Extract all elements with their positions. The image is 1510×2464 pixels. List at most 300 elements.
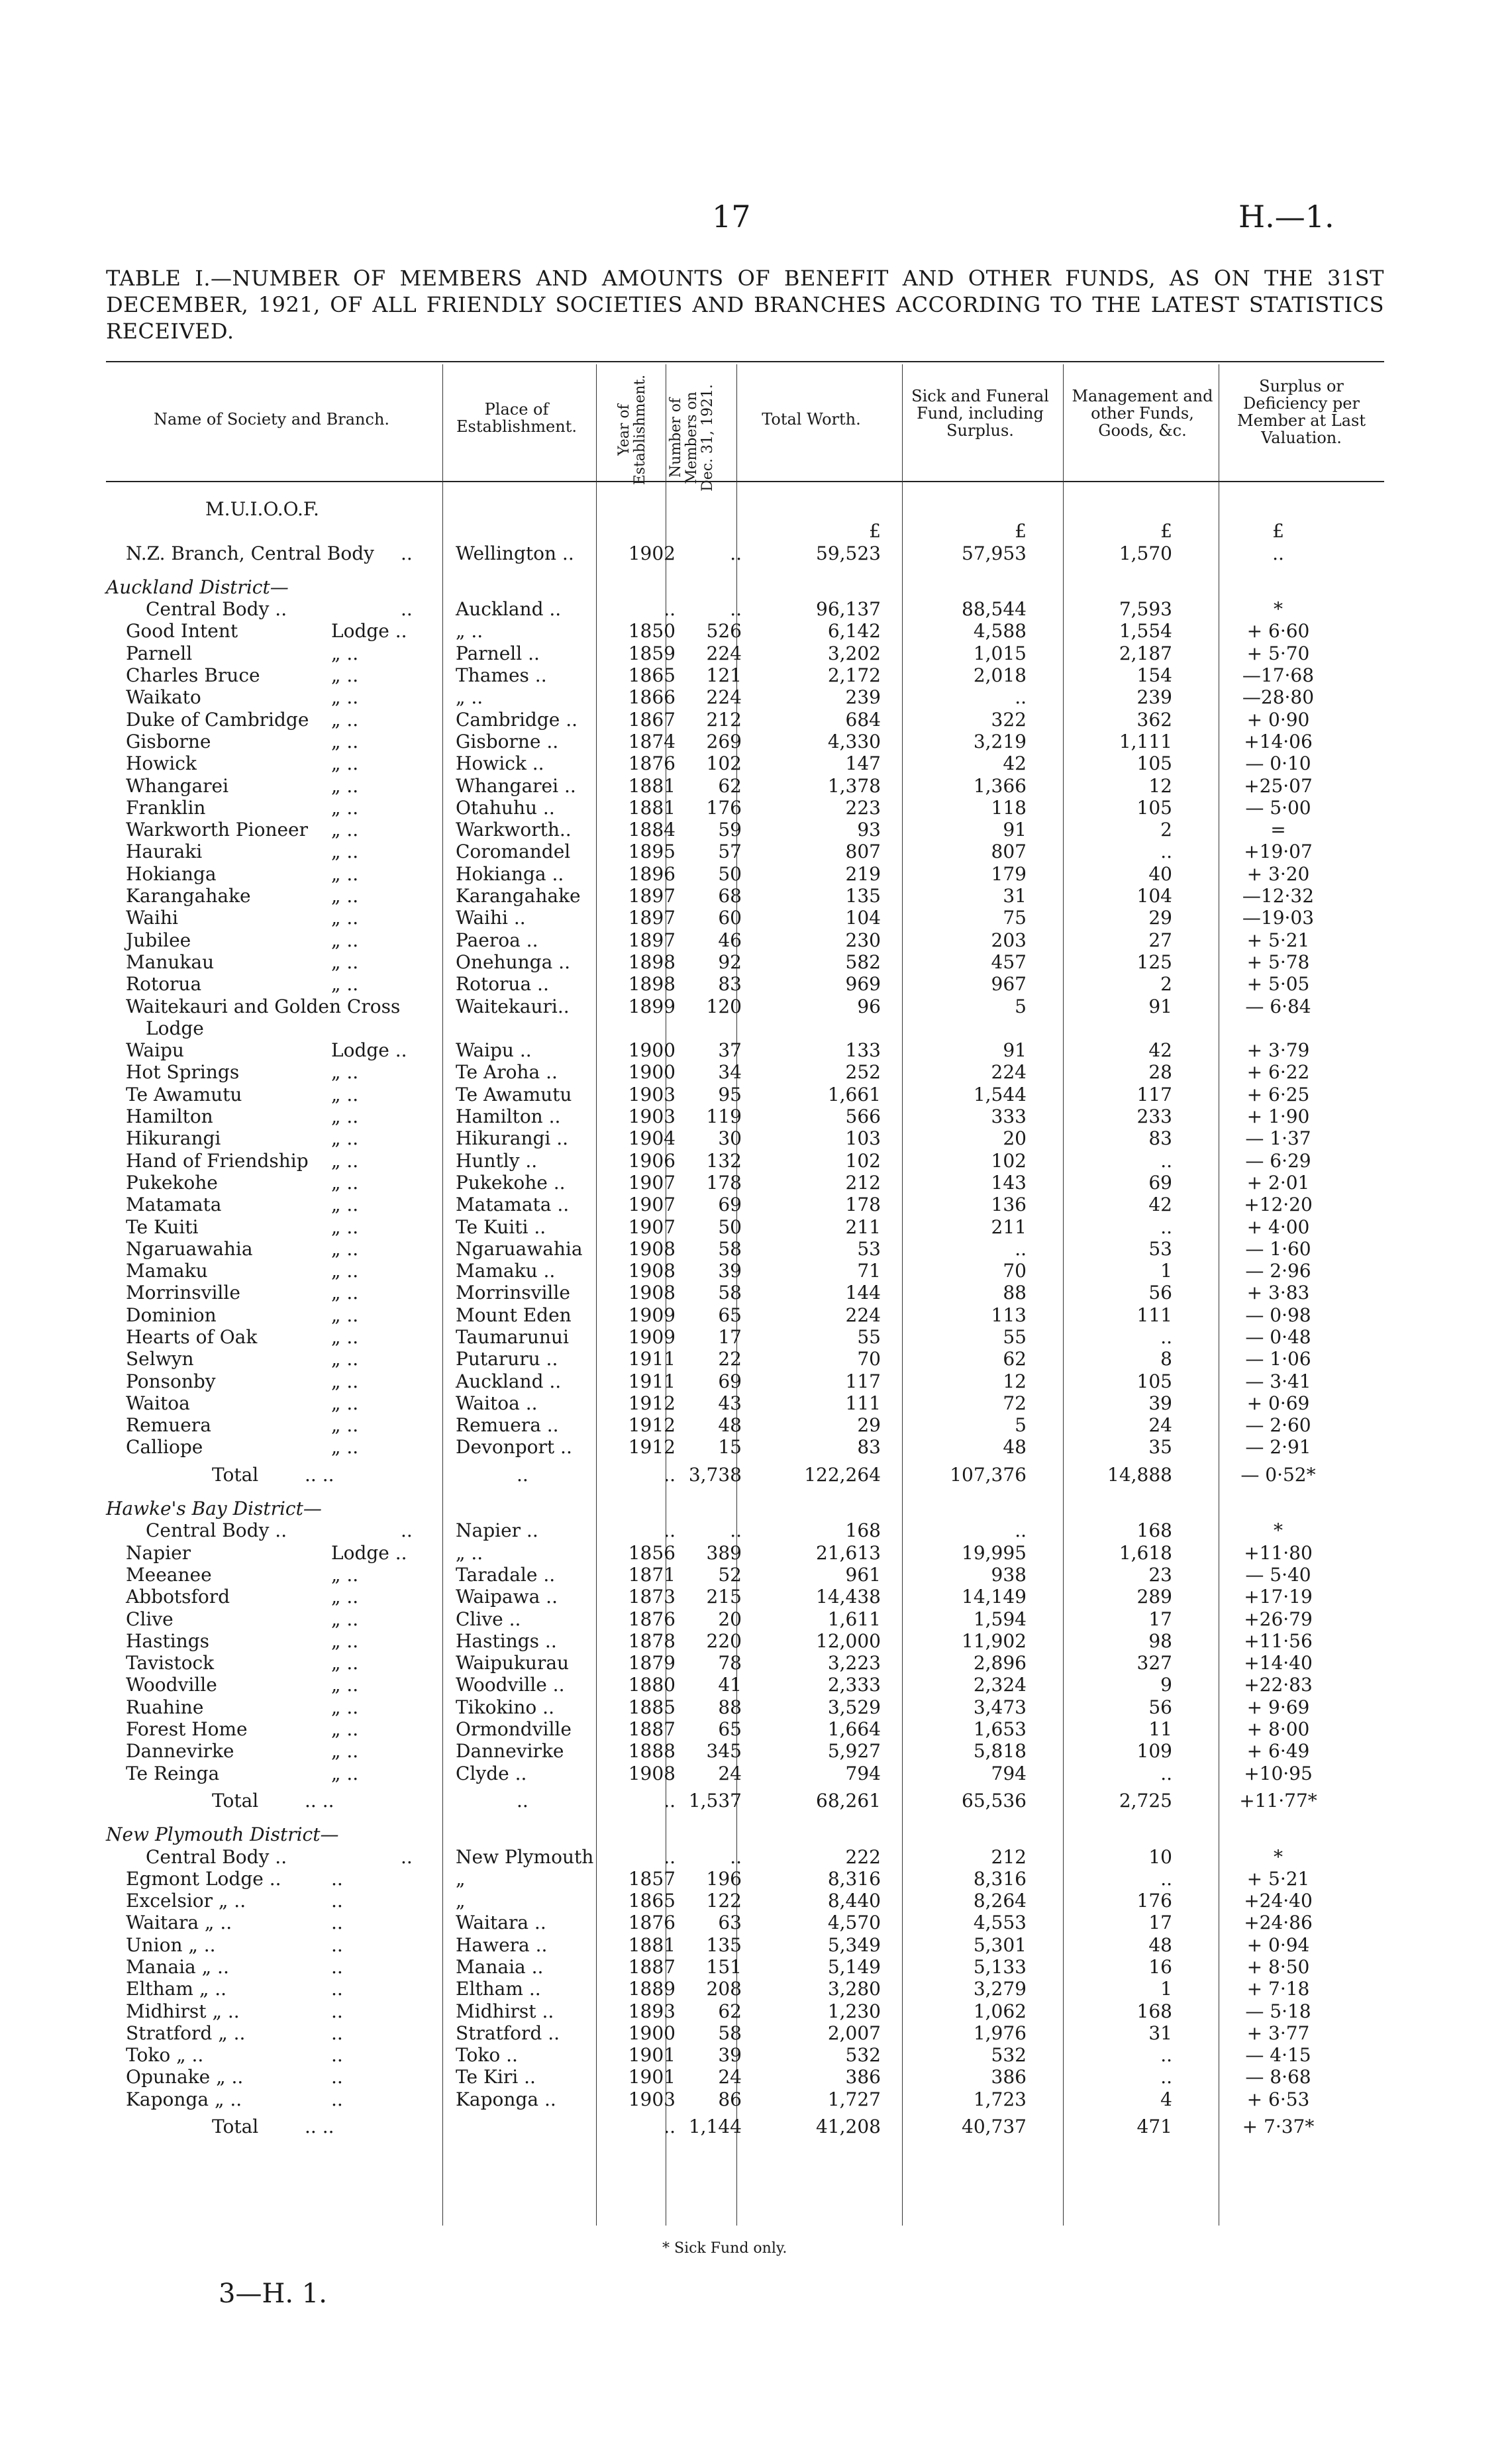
lodge-cell: „ ..	[331, 1414, 359, 1437]
place-cell: Karangahake	[456, 885, 581, 907]
sick-fund-cell: 5	[1015, 995, 1027, 1017]
year-cell: 1885	[628, 1696, 676, 1718]
year-cell: 1900	[628, 1039, 676, 1062]
sick-fund-cell: 55	[1003, 1325, 1027, 1348]
table-row	[106, 1326, 1384, 1348]
name-cell: Forest Home	[126, 1718, 248, 1741]
year-cell: 1904	[628, 1127, 676, 1150]
sick-fund-cell: 3,219	[973, 730, 1027, 752]
table-row	[106, 1934, 1384, 1956]
total-worth-cell: £	[869, 520, 881, 542]
place-cell: Toko ..	[456, 2044, 518, 2067]
members-cell: 15	[718, 1436, 742, 1459]
surplus-cell: + 5·70	[1246, 642, 1310, 664]
name-cell: Parnell	[126, 642, 193, 664]
table-row	[106, 1763, 1384, 1784]
table-row	[106, 1127, 1384, 1149]
members-cell: 212	[706, 708, 742, 731]
place-cell: Mount Eden	[456, 1304, 572, 1326]
name-cell: Waitekauri and Golden Cross	[126, 995, 401, 1017]
name-cell: Whangarei	[126, 774, 229, 797]
members-cell: 30	[718, 1127, 742, 1150]
sick-fund-cell: 143	[991, 1171, 1027, 1194]
year-cell: 1850	[628, 620, 676, 642]
name-cell: Toko „ ..	[126, 2044, 204, 2067]
lodge-cell: „ ..	[331, 1325, 359, 1348]
total-worth-cell: 3,529	[827, 1696, 881, 1718]
members-cell: 78	[718, 1652, 742, 1674]
members-cell: 1,144	[688, 2116, 742, 2138]
place-cell: Waipawa ..	[456, 1586, 558, 1608]
year-cell: 1867	[628, 708, 676, 731]
table-row	[106, 1304, 1384, 1326]
table-row	[106, 1696, 1384, 1718]
sick-fund-cell: ..	[1015, 1237, 1027, 1260]
total-worth-cell: 532	[845, 2044, 881, 2067]
name-cell: Hearts of Oak	[126, 1325, 258, 1348]
table-row	[106, 1084, 1384, 1105]
name-cell: Hamilton	[126, 1105, 213, 1128]
place-cell: Napier ..	[456, 1519, 538, 1542]
table-row	[106, 1542, 1384, 1564]
total-row	[106, 1790, 1384, 1812]
year-cell: ..	[664, 1463, 676, 1486]
members-cell: 17	[718, 1325, 742, 1348]
members-cell: 196	[706, 1867, 742, 1890]
surplus-cell: — 5·00	[1245, 796, 1311, 819]
surplus-cell: +24·40	[1244, 1890, 1313, 1912]
sick-fund-cell: 113	[991, 1304, 1027, 1326]
lodge-cell: „ ..	[331, 642, 359, 664]
total-worth-cell: 93	[857, 819, 881, 841]
surplus-cell: — 5·40	[1245, 1563, 1311, 1586]
name-cell: Franklin	[126, 796, 206, 819]
management-cell: ..	[1160, 1325, 1172, 1348]
lodge-cell: „ ..	[331, 973, 359, 996]
name-cell: Ruahine	[126, 1696, 204, 1718]
members-cell: 50	[718, 1215, 742, 1238]
table-row	[106, 951, 1384, 973]
management-cell: 1,111	[1119, 730, 1172, 752]
year-cell: 1911	[628, 1348, 676, 1370]
sick-fund-cell: 1,544	[973, 1083, 1027, 1105]
place-cell: Waihi ..	[456, 907, 526, 929]
management-cell: 83	[1148, 1127, 1172, 1150]
place-cell: Te Kuiti ..	[456, 1215, 546, 1238]
members-cell: 208	[706, 1978, 742, 2000]
table-row	[106, 620, 1384, 642]
leader-dots: ..	[401, 1845, 413, 1868]
name-cell: Meeanee	[126, 1563, 212, 1586]
total-worth-cell: 212	[845, 1171, 881, 1194]
place-cell: Te Awamutu	[456, 1083, 572, 1105]
management-cell: 1,618	[1119, 1541, 1172, 1564]
sick-fund-cell: 203	[991, 929, 1027, 951]
management-cell: 10	[1148, 1845, 1172, 1868]
table-row	[106, 1392, 1384, 1414]
place-cell: Auckland ..	[456, 598, 562, 621]
name-cell: Egmont Lodge ..	[126, 1867, 281, 1890]
management-cell: 27	[1148, 929, 1172, 951]
year-cell: ..	[664, 598, 676, 621]
sick-fund-cell: 11,902	[962, 1629, 1027, 1652]
management-cell: 4	[1160, 2088, 1172, 2110]
surplus-cell: + 3·79	[1246, 1039, 1310, 1062]
surplus-cell: +11·80	[1244, 1541, 1313, 1564]
total-worth-cell: 5,927	[827, 1740, 881, 1763]
lodge-cell: ..	[331, 2088, 343, 2110]
table-row	[106, 664, 1384, 686]
total-worth-cell: 2,007	[827, 2022, 881, 2044]
management-cell: ..	[1160, 2066, 1172, 2088]
surplus-cell: +25·07	[1244, 774, 1313, 797]
sick-fund-cell: 4,588	[973, 620, 1027, 642]
name-cell: Hot Springs	[126, 1061, 240, 1084]
members-cell: 389	[706, 1541, 742, 1564]
total-worth-cell: 230	[845, 929, 881, 951]
total-worth-cell: 14,438	[816, 1586, 881, 1608]
surplus-cell: — 0·10	[1245, 752, 1311, 775]
sick-fund-cell: 532	[991, 2044, 1027, 2067]
district-heading	[106, 1823, 1384, 1845]
total-worth-cell: 122,264	[804, 1463, 881, 1486]
page-number: 17	[712, 199, 751, 234]
management-cell: 98	[1148, 1629, 1172, 1652]
table-row	[106, 598, 1384, 620]
lodge-cell: ..	[331, 1978, 343, 2000]
sick-fund-cell: 212	[991, 1845, 1027, 1868]
leader-dots: .. ..	[305, 1463, 334, 1486]
place-cell: Dannevirke	[456, 1740, 564, 1763]
name-cell: Dominion	[126, 1304, 217, 1326]
members-cell: 215	[706, 1586, 742, 1608]
surplus-cell: — 5·18	[1245, 2000, 1311, 2022]
total-worth-cell: 53	[857, 1237, 881, 1260]
lodge-cell: „ ..	[331, 1563, 359, 1586]
place-cell: Eltham ..	[456, 1978, 541, 2000]
surplus-cell: + 1·90	[1246, 1105, 1310, 1128]
total-worth-cell: 794	[845, 1762, 881, 1784]
name-cell: Morrinsville	[126, 1282, 240, 1304]
surplus-cell: £	[1272, 520, 1284, 542]
management-cell: 362	[1136, 708, 1172, 731]
lodge-cell: „ ..	[331, 1674, 359, 1696]
lodge-cell: „ ..	[331, 1740, 359, 1763]
place-cell: „	[456, 1890, 466, 1912]
name-cell: Karangahake	[126, 885, 251, 907]
total-worth-cell: 111	[845, 1392, 881, 1414]
table-row	[106, 1436, 1384, 1458]
year-cell: ..	[664, 2116, 676, 2138]
lodge-cell: ..	[331, 2022, 343, 2044]
year-cell: 1897	[628, 885, 676, 907]
table-row	[106, 1674, 1384, 1696]
table-row	[106, 1017, 1384, 1039]
table-row	[106, 686, 1384, 708]
name-cell: M.U.I.O.O.F.	[205, 498, 319, 520]
sick-fund-cell: 4,553	[973, 1912, 1027, 1934]
sick-fund-cell: 2,324	[973, 1674, 1027, 1696]
year-cell: 1881	[628, 774, 676, 797]
members-cell: 86	[718, 2088, 742, 2110]
surplus-cell: + 7·37*	[1242, 2116, 1315, 2138]
members-cell: 178	[706, 1171, 742, 1194]
table-row	[106, 1282, 1384, 1304]
lodge-cell: „ ..	[331, 885, 359, 907]
sick-fund-cell: 65,536	[962, 1789, 1027, 1812]
place-cell: Putaruru ..	[456, 1348, 558, 1370]
name-cell: Ngaruawahia	[126, 1237, 253, 1260]
footer-reference: 3—H. 1.	[219, 2279, 327, 2309]
place-cell: Auckland ..	[456, 1370, 562, 1392]
members-cell: 88	[718, 1696, 742, 1718]
table-row	[106, 1348, 1384, 1370]
place-cell: „ ..	[456, 620, 483, 642]
header-total-worth: Total Worth.	[762, 410, 861, 429]
sick-fund-cell: 457	[991, 950, 1027, 973]
surplus-cell: — 0·52*	[1240, 1463, 1316, 1486]
total-worth-cell: 71	[857, 1260, 881, 1282]
total-worth-cell: 1,664	[827, 1718, 881, 1741]
lodge-cell: ..	[331, 1867, 343, 1890]
total-worth-cell: 2,172	[827, 664, 881, 687]
surplus-cell: — 3·41	[1245, 1370, 1311, 1392]
surplus-cell: + 0·94	[1246, 1933, 1310, 1956]
name-cell: Abbotsford	[126, 1586, 230, 1608]
members-cell: 37	[718, 1039, 742, 1062]
year-cell: 1859	[628, 642, 676, 664]
name-cell: Remuera	[126, 1414, 211, 1437]
sick-fund-cell: 20	[1003, 1127, 1027, 1150]
surplus-cell: — 0·48	[1245, 1325, 1311, 1348]
total-worth-cell: 144	[845, 1282, 881, 1304]
management-cell: 104	[1136, 885, 1172, 907]
lodge-cell: ..	[331, 1890, 343, 1912]
year-cell: 1876	[628, 1608, 676, 1630]
table-row	[106, 1718, 1384, 1740]
sick-fund-cell: 5	[1015, 1414, 1027, 1437]
year-cell: 1912	[628, 1436, 676, 1459]
surplus-cell: *	[1274, 598, 1283, 621]
name-cell: Central Body ..	[146, 1519, 287, 1542]
table-row	[106, 1486, 1384, 1498]
sick-fund-cell: £	[1015, 520, 1027, 542]
name-cell: Howick	[126, 752, 197, 775]
place-cell: Kaponga ..	[456, 2088, 556, 2110]
management-cell: 56	[1148, 1282, 1172, 1304]
year-cell: 1895	[628, 841, 676, 863]
lodge-cell: „ ..	[331, 862, 359, 885]
table-row	[106, 520, 1384, 542]
total-worth-cell: 5,349	[827, 1933, 881, 1956]
total-worth-cell: 117	[845, 1370, 881, 1392]
name-cell: Kaponga „ ..	[126, 2088, 242, 2110]
members-cell: 34	[718, 1061, 742, 1084]
sick-fund-cell: 14,149	[962, 1586, 1027, 1608]
lodge-cell: „ ..	[331, 1629, 359, 1652]
sick-fund-cell: 386	[991, 2066, 1027, 2088]
management-cell: 39	[1148, 1392, 1172, 1414]
table-row	[106, 2044, 1384, 2066]
name-cell: Opunake „ ..	[126, 2066, 244, 2088]
place-cell: Waitara ..	[456, 1912, 546, 1934]
sick-fund-cell: 118	[991, 796, 1027, 819]
place-cell: Pukekohe ..	[456, 1171, 566, 1194]
sick-fund-cell: 1,976	[973, 2022, 1027, 2044]
management-cell: 42	[1148, 1039, 1172, 1062]
district-heading	[106, 576, 1384, 598]
surplus-cell: +24·86	[1244, 1912, 1313, 1934]
name-cell: Good Intent	[126, 620, 238, 642]
members-cell: 220	[706, 1629, 742, 1652]
total-worth-cell: 147	[845, 752, 881, 775]
sick-fund-cell: 1,594	[973, 1608, 1027, 1630]
table-row	[106, 1216, 1384, 1238]
management-cell: 69	[1148, 1171, 1172, 1194]
surplus-cell: +19·07	[1244, 841, 1313, 863]
sick-fund-cell: 91	[1003, 1039, 1027, 1062]
management-cell: 8	[1160, 1348, 1172, 1370]
surplus-cell: ..	[1272, 542, 1284, 564]
members-cell: 1,537	[688, 1789, 742, 1812]
sick-fund-cell: 72	[1003, 1392, 1027, 1414]
total-worth-cell: 2,333	[827, 1674, 881, 1696]
year-cell: 1897	[628, 907, 676, 929]
total-worth-cell: 222	[845, 1845, 881, 1868]
place-cell: Paeroa ..	[456, 929, 538, 951]
table-row	[106, 2066, 1384, 2088]
surplus-cell: +22·83	[1244, 1674, 1313, 1696]
document-reference: H.—1.	[1238, 199, 1334, 234]
table-row	[106, 1912, 1384, 1933]
lodge-cell: ..	[331, 2066, 343, 2088]
management-cell: 12	[1148, 774, 1172, 797]
year-cell: 1866	[628, 686, 676, 709]
year-cell: 1903	[628, 1083, 676, 1105]
lodge-cell: ..	[331, 2044, 343, 2067]
total-worth-cell: 684	[845, 708, 881, 731]
table-row	[106, 841, 1384, 862]
year-cell: 1912	[628, 1414, 676, 1437]
sick-fund-cell: 333	[991, 1105, 1027, 1128]
place-cell: Howick ..	[456, 752, 544, 775]
table-row	[106, 1890, 1384, 1912]
table-row	[106, 1194, 1384, 1215]
members-cell: 135	[706, 1933, 742, 1956]
name-cell: Te Awamutu	[126, 1083, 242, 1105]
members-cell: 151	[706, 1956, 742, 1978]
management-cell: 154	[1136, 664, 1172, 687]
year-cell: 1884	[628, 819, 676, 841]
members-cell: 58	[718, 1282, 742, 1304]
year-cell: 1881	[628, 1933, 676, 1956]
place-cell: Te Aroha ..	[456, 1061, 558, 1084]
total-row	[106, 1464, 1384, 1486]
name-cell: Calliope	[126, 1436, 203, 1459]
members-cell: 92	[718, 950, 742, 973]
title-rule	[106, 361, 1384, 362]
management-cell: 233	[1136, 1105, 1172, 1128]
total-worth-cell: 41,208	[816, 2116, 881, 2138]
lodge-cell: „ ..	[331, 730, 359, 752]
members-cell: 526	[706, 620, 742, 642]
management-cell: ..	[1160, 1215, 1172, 1238]
lodge-cell: Lodge ..	[331, 1039, 407, 1062]
lodge-cell: „ ..	[331, 664, 359, 687]
management-cell: 16	[1148, 1956, 1172, 1978]
total-worth-cell: 1,661	[827, 1083, 881, 1105]
total-worth-cell: 219	[845, 862, 881, 885]
table-row	[106, 709, 1384, 731]
name-cell: Waitara „ ..	[126, 1912, 232, 1934]
year-cell: 1876	[628, 752, 676, 775]
lodge-cell: „ ..	[331, 1083, 359, 1105]
year-cell: 1897	[628, 929, 676, 951]
members-cell: 68	[718, 885, 742, 907]
table-row	[106, 1238, 1384, 1260]
lodge-cell: „ ..	[331, 1696, 359, 1718]
lodge-cell: „ ..	[331, 1149, 359, 1172]
surplus-cell: + 6·53	[1246, 2088, 1310, 2110]
year-cell: ..	[664, 1845, 676, 1868]
total-worth-cell: 239	[845, 686, 881, 709]
table-row	[106, 564, 1384, 576]
management-cell: 2	[1160, 819, 1172, 841]
year-cell: 1903	[628, 2088, 676, 2110]
table-row	[106, 1812, 1384, 1823]
management-cell: 239	[1136, 686, 1172, 709]
name-cell: Rotorua	[126, 973, 202, 996]
management-cell: 35	[1148, 1436, 1172, 1459]
lodge-cell: „ ..	[331, 929, 359, 951]
surplus-cell: — 0·98	[1245, 1304, 1311, 1326]
table-row	[106, 1370, 1384, 1392]
members-cell: 41	[718, 1674, 742, 1696]
surplus-cell: + 6·25	[1246, 1083, 1310, 1105]
lodge-cell: „ ..	[331, 708, 359, 731]
members-cell: 83	[718, 973, 742, 996]
surplus-cell: *	[1274, 1845, 1283, 1868]
name-cell: Manukau	[126, 950, 215, 973]
lodge-cell: „ ..	[331, 841, 359, 863]
sick-fund-cell: 5,133	[973, 1956, 1027, 1978]
year-cell: 1906	[628, 1149, 676, 1172]
management-cell: 1	[1160, 1260, 1172, 1282]
members-cell: 48	[718, 1414, 742, 1437]
management-cell: 109	[1136, 1740, 1172, 1763]
lodge-cell: „ ..	[331, 1718, 359, 1741]
total-worth-cell: 21,613	[816, 1541, 881, 1564]
name-cell: Charles Bruce	[126, 664, 260, 687]
members-cell: 176	[706, 796, 742, 819]
management-cell: ..	[1160, 841, 1172, 863]
sick-fund-cell: 179	[991, 862, 1027, 885]
total-row	[106, 2116, 1384, 2137]
name-cell: Auckland District—	[106, 576, 289, 598]
members-cell: 3,738	[688, 1463, 742, 1486]
total-worth-cell: 1,378	[827, 774, 881, 797]
year-cell: 1865	[628, 1890, 676, 1912]
year-cell: 1898	[628, 973, 676, 996]
district-heading	[106, 1498, 1384, 1519]
name-cell: Hand of Friendship	[126, 1149, 309, 1172]
name-cell: Hauraki	[126, 841, 203, 863]
total-worth-cell: 135	[845, 885, 881, 907]
table-row	[106, 1260, 1384, 1282]
name-cell: Waikato	[126, 686, 201, 709]
table-row	[106, 1868, 1384, 1890]
place-cell: Devonport ..	[456, 1436, 572, 1459]
